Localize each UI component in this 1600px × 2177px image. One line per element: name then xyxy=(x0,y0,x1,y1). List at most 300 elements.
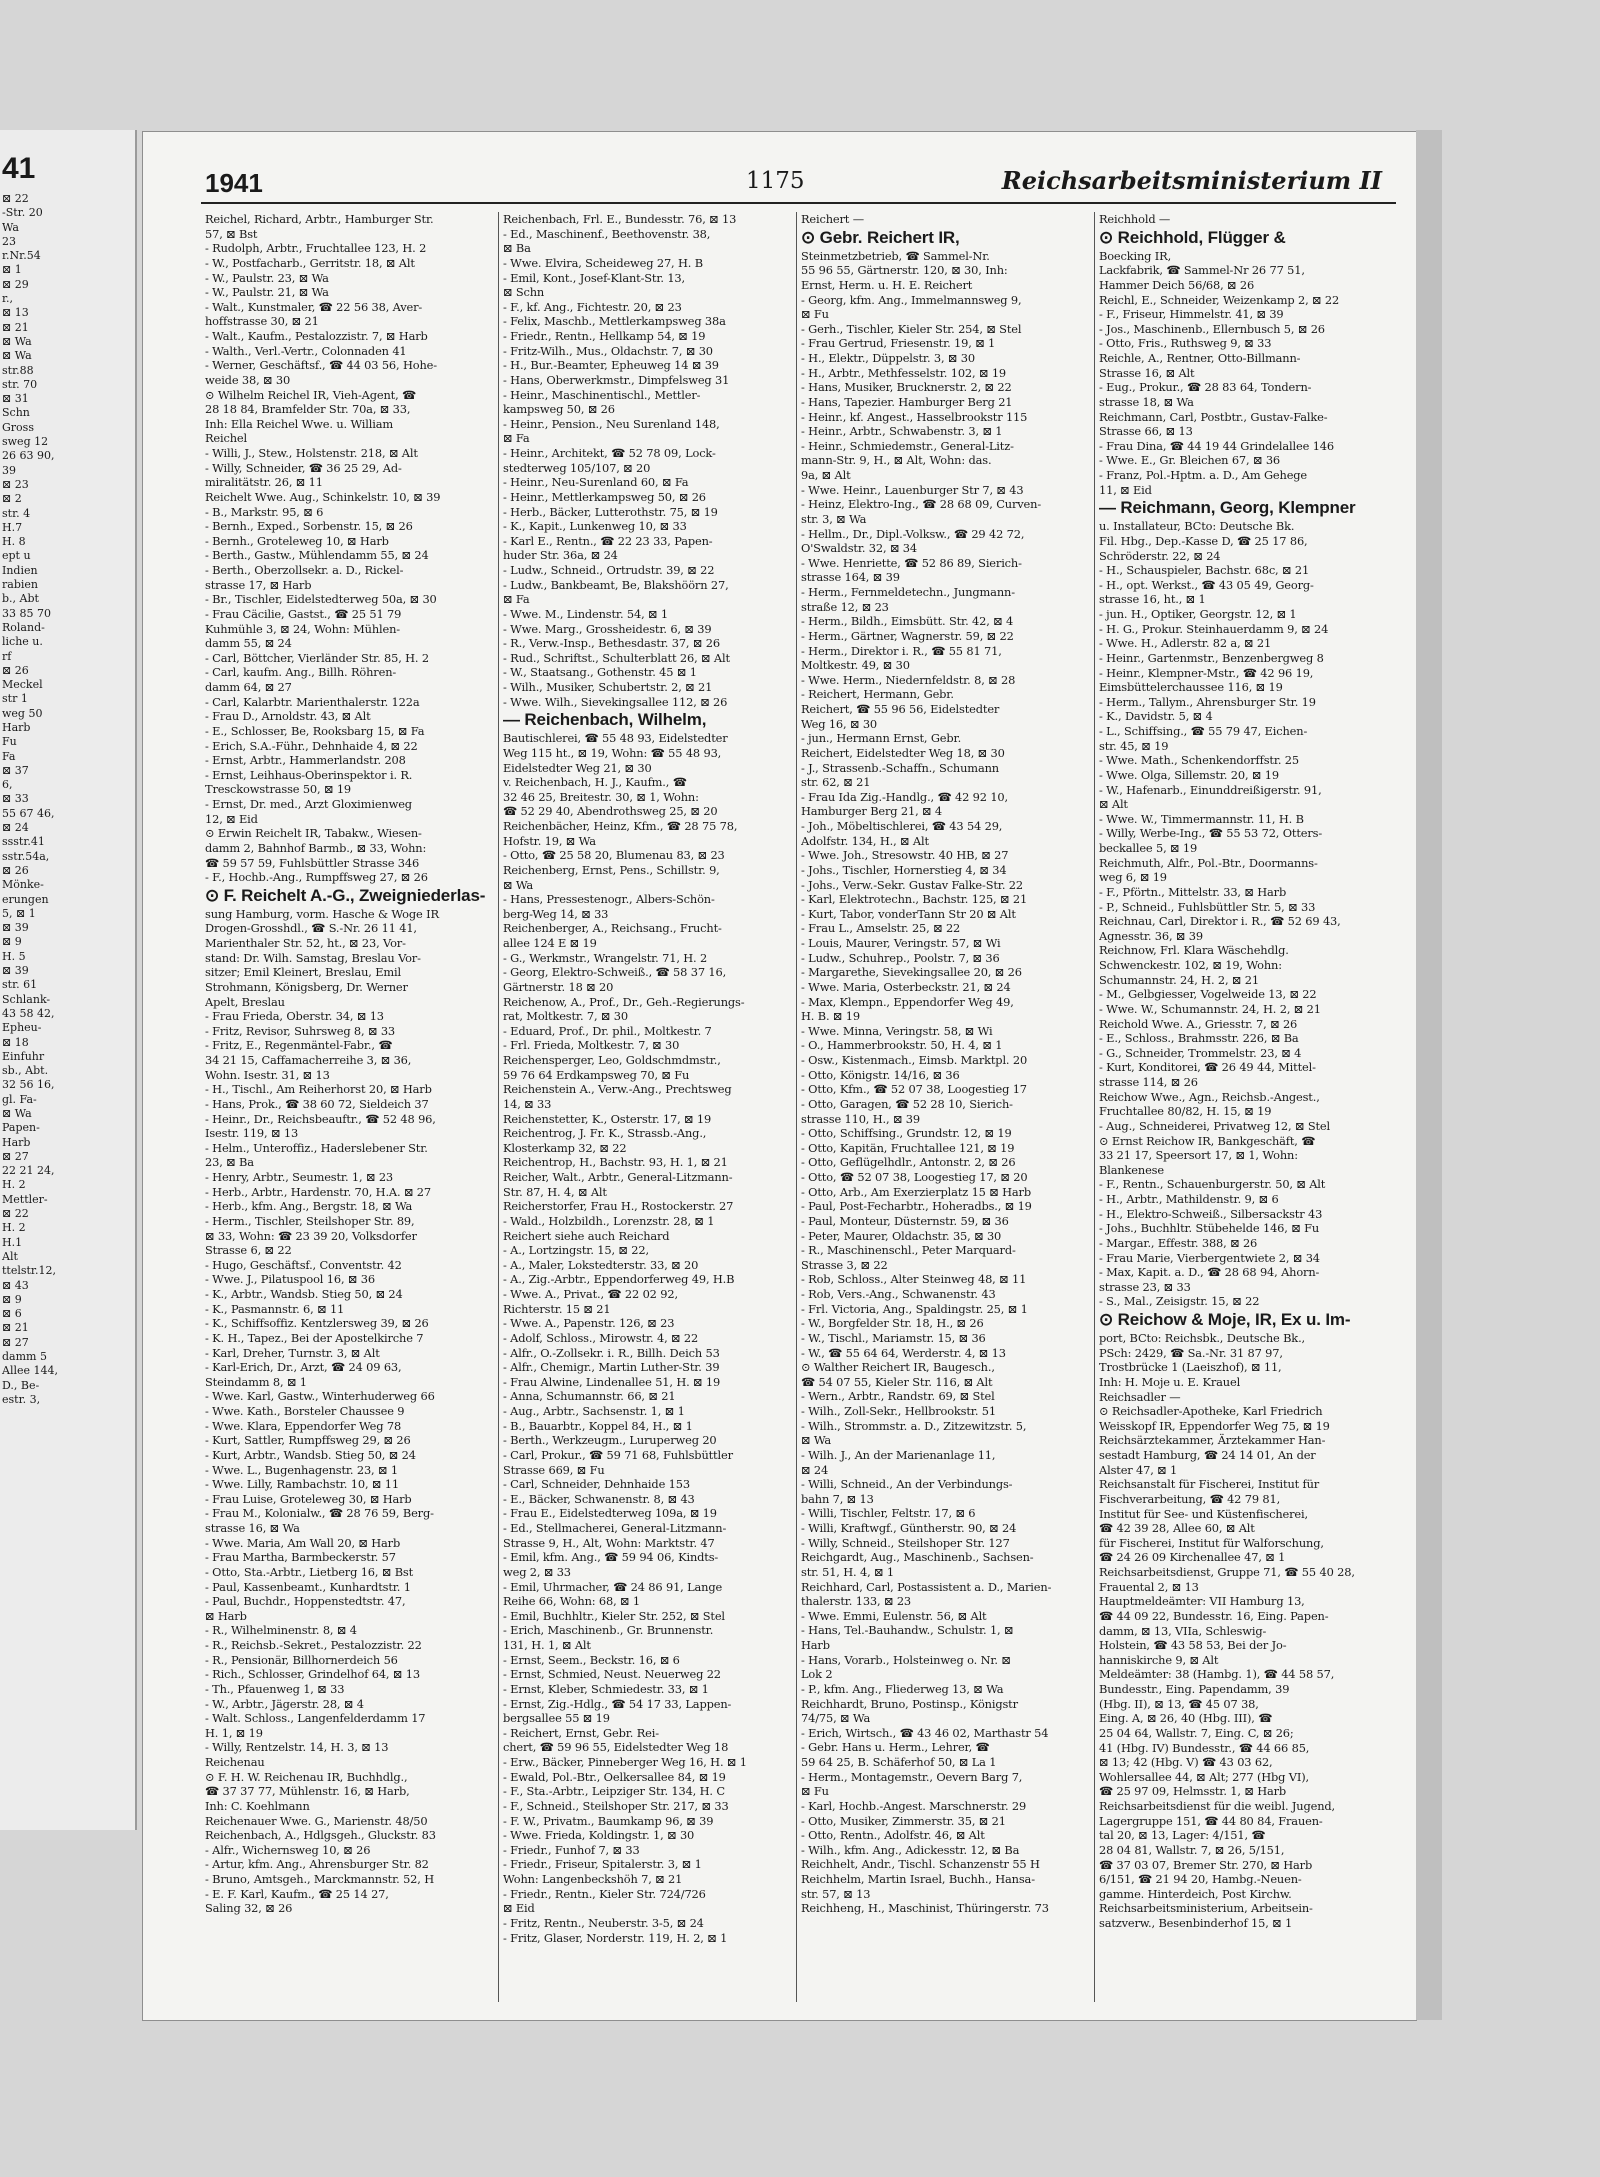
directory-entry-line: u. Installateur, BCto: Deutsche Bk. xyxy=(1099,519,1295,534)
left-page-line: ⊠ Wa xyxy=(2,349,32,363)
directory-entry-line: Tresckowstrasse 50, ⊠ 19 xyxy=(205,782,352,797)
directory-entry-line: - F., Schneid., Steilshoper Str. 217, ⊠ 33 xyxy=(503,1798,729,1813)
directory-entry-line: ⊠ Wa xyxy=(503,877,534,892)
directory-entry-line: - H. G., Prokur. Steinhauerdamm 9, ⊠ 24 xyxy=(1099,621,1329,636)
directory-entry-line: Reichgardt, Aug., Maschinenb., Sachsen- xyxy=(801,1550,1034,1565)
directory-entry-line: - Ernst, Kleber, Schmiedestr. 33, ⊠ 1 xyxy=(503,1681,709,1696)
directory-entry-line: Bautischlerei, ☎ 55 48 93, Eidelstedter xyxy=(503,731,728,746)
directory-entry-line: - Wilh., Musiker, Schubertstr. 2, ⊠ 21 xyxy=(503,680,713,694)
directory-entry-line: - R., Reichsb.-Sekret., Pestalozzistr. 22 xyxy=(205,1638,422,1652)
directory-entry-line: - Berth., Oberzollsekr. a. D., Rickel- xyxy=(205,563,404,577)
left-page-line: ⊠ 21 xyxy=(2,1321,29,1335)
directory-entry-line: Hauptmeldeämter: VII Hamburg 13, xyxy=(1099,1594,1305,1609)
directory-entry-line: - L., Schiffsing., ☎ 55 79 47, Eichen- xyxy=(1099,724,1308,738)
directory-entry-line: - Kurt, Sattler, Rumpffsweg 29, ⊠ 26 xyxy=(205,1433,411,1448)
directory-entry-line: v. Reichenbach, H. J., Kaufm., ☎ xyxy=(503,775,687,790)
directory-entry-line: - Johs., Buchhltr. Stübehelde 146, ⊠ Fu xyxy=(1099,1221,1320,1236)
left-page-line: Einfuhr xyxy=(2,1049,45,1063)
directory-entry-line: Reichenberger, A., Reichsang., Frucht- xyxy=(503,921,722,936)
left-page-line: H. 2 xyxy=(2,1221,26,1235)
directory-entry-line: - Reichert, Hermann, Gebr. xyxy=(801,687,954,702)
directory-entry-line: Reichle, A., Rentner, Otto-Billmann- xyxy=(1099,351,1301,365)
directory-entry-line: 32 46 25, Breitestr. 30, ⊠ 1, Wohn: xyxy=(503,789,699,804)
directory-entry-line: - Willi, J., Stew., Holstenstr. 218, ⊠ Alt xyxy=(205,446,418,460)
directory-entry-line: - Joh., Möbeltischlerei, ☎ 43 54 29, xyxy=(801,819,1003,833)
directory-entry-line: Trostbrücke 1 (Laeiszhof), ⊠ 11, xyxy=(1099,1360,1282,1375)
directory-entry-line: tal 20, ⊠ 13, Lager: 4/151, ☎ xyxy=(1099,1828,1266,1843)
directory-entry-line: Reichenstetter, K., Osterstr. 17, ⊠ 19 xyxy=(503,1111,712,1126)
directory-entry-line: 28 18 84, Bramfelder Str. 70a, ⊠ 33, xyxy=(205,402,411,417)
directory-entry-line: - Otto, ☎ 52 07 38, Loogestieg 17, ⊠ 20 xyxy=(801,1170,1028,1184)
directory-entry-line: - Herm., Tallym., Ahrensburger Str. 19 xyxy=(1099,694,1316,709)
left-page-line: 23 xyxy=(2,234,16,248)
directory-entry-line: - Otto, Kapitän, Fruchtallee 121, ⊠ 19 xyxy=(801,1140,1015,1155)
left-page-line: ⊠ 31 xyxy=(2,392,29,406)
directory-entry-line: ⊙ Reichow & Moje, IR, Ex u. Im- xyxy=(1099,1310,1351,1329)
directory-entry-line: Hamburger Berg 21, ⊠ 4 xyxy=(801,804,943,819)
directory-entry-line: 11, ⊠ Eid xyxy=(1099,482,1152,497)
directory-entry-line: Reichsanstalt für Fischerei, Institut für xyxy=(1099,1477,1320,1492)
directory-entry-line: Kuhmühle 3, ⊠ 24, Wohn: Mühlen- xyxy=(205,621,400,636)
directory-entry-line: - Wilh. J., An der Marienanlage 11, xyxy=(801,1447,996,1462)
left-page-line: rabien xyxy=(2,578,38,592)
directory-entry-line: - jun., Hermann Ernst, Gebr. xyxy=(801,731,962,746)
directory-entry-line: - Ewald, Pol.-Btr., Oelkersallee 84, ⊠ 19 xyxy=(503,1769,726,1784)
directory-entry-line: Frauental 2, ⊠ 13 xyxy=(1099,1579,1199,1594)
left-page-line: r., xyxy=(2,292,14,306)
directory-entry-line: - Wwe. W., Schumannstr. 24, H. 2, ⊠ 21 xyxy=(1099,1001,1321,1016)
directory-entry-line: Str. 87, H. 4, ⊠ Alt xyxy=(503,1184,607,1199)
directory-entry-line: - Carl, Kalarbtr. Marienthalerstr. 122a xyxy=(205,694,420,709)
directory-entry-line: ⊠ Alt xyxy=(1099,797,1128,812)
directory-entry-line: - Otto, Rentn., Adolfstr. 46, ⊠ Alt xyxy=(801,1828,985,1843)
directory-entry-line: - Hellm., Dr., Dipl.-Volksw., ☎ 29 42 72, xyxy=(801,526,1025,541)
directory-entry-line: Strasse 16, ⊠ Alt xyxy=(1099,365,1195,380)
left-page-line: 6, xyxy=(2,778,13,792)
directory-entry-line: - Karl, Dreher, Turnstr. 3, ⊠ Alt xyxy=(205,1345,380,1360)
directory-entry-line: damm 2, Bahnhof Barmb., ⊠ 33, Wohn: xyxy=(205,840,427,855)
directory-entry-line: berg-Weg 14, ⊠ 33 xyxy=(503,906,609,921)
directory-entry-line: - Wwe. Olga, Sillemstr. 20, ⊠ 19 xyxy=(1099,767,1279,782)
left-page-line: ⊠ 26 xyxy=(2,863,29,877)
directory-entry-line: Fil. Hbg., Dep.-Kasse D, ☎ 25 17 86, xyxy=(1099,533,1308,548)
directory-entry-line: strasse 18, ⊠ Wa xyxy=(1099,394,1194,409)
directory-entry-line: Steinmetzbetrieb, ☎ Sammel-Nr. xyxy=(801,248,990,263)
directory-entry-line: - Otto, Garagen, ☎ 52 28 10, Sierich- xyxy=(801,1096,1013,1111)
directory-entry-line: - Carl, kaufm. Ang., Billh. Röhren- xyxy=(205,665,397,680)
directory-entry-line: weg 2, ⊠ 33 xyxy=(503,1564,571,1579)
directory-entry-line: - Frau Alwine, Lindenallee 51, H. ⊠ 19 xyxy=(503,1374,721,1389)
directory-entry-line: - Otto, Königstr. 14/16, ⊠ 36 xyxy=(801,1067,960,1082)
directory-entry-line: - G., Werkmstr., Wrangelstr. 71, H. 2 xyxy=(503,950,708,965)
directory-entry-line: - Wwe. L., Bugenhagenstr. 23, ⊠ 1 xyxy=(205,1462,398,1477)
directory-entry-line: für Fischerei, Institut für Walforschung, xyxy=(1099,1535,1324,1550)
directory-entry-line: Reichensperger, Leo, Goldschmdmstr., xyxy=(503,1053,721,1067)
left-page-line: Papen- xyxy=(2,1121,40,1135)
directory-entry-line: sitzer; Emil Kleinert, Breslau, Emil xyxy=(205,965,402,980)
directory-entry-line: Weisskopf IR, Eppendorfer Weg 75, ⊠ 19 xyxy=(1099,1418,1330,1433)
left-page-line: sweg 12 xyxy=(2,435,49,449)
directory-entry-line: - B., Markstr. 95, ⊠ 6 xyxy=(205,504,324,519)
directory-entry-line: Blankenese xyxy=(1099,1162,1164,1177)
left-page-line: Alt xyxy=(2,1249,18,1263)
directory-entry-line: - F., Sta.-Arbtr., Leipziger Str. 134, H. C xyxy=(503,1784,725,1799)
directory-entry-line: - Aug., Schneiderei, Privatweg 12, ⊠ Stel xyxy=(1099,1118,1331,1133)
directory-entry-line: Richterstr. 15 ⊠ 21 xyxy=(503,1301,611,1316)
directory-entry-line: Reichhelm, Martin Israel, Buchh., Hansa- xyxy=(801,1872,1035,1886)
left-page-line: Mettler- xyxy=(2,1192,48,1206)
directory-entry-line: - Otto, Schiffsing., Grundstr. 12, ⊠ 19 xyxy=(801,1126,1012,1141)
left-page-line: H. 8 xyxy=(2,535,26,549)
directory-entry-line: - F., Pförtn., Mittelstr. 33, ⊠ Harb xyxy=(1099,884,1287,899)
directory-entry-line: - Fritz, Rentn., Neuberstr. 3-5, ⊠ 24 xyxy=(503,1915,704,1930)
directory-entry-line: Reichmuth, Alfr., Pol.-Btr., Doormanns- xyxy=(1099,855,1318,870)
directory-entry-line: - Wwe. Frieda, Koldingstr. 1, ⊠ 30 xyxy=(503,1828,695,1843)
page-number: 1175 xyxy=(746,168,805,194)
directory-entry-line: - Ludw., Schuhrep., Poolstr. 7, ⊠ 36 xyxy=(801,950,1000,965)
directory-entry-line: - Otto, Fris., Ruthsweg 9, ⊠ 33 xyxy=(1099,336,1272,351)
directory-entry-line: - Jos., Maschinenb., Ellernbusch 5, ⊠ 26 xyxy=(1099,321,1325,336)
left-page-header: 41 xyxy=(2,152,36,185)
directory-entry-line: - Willy, Werbe-Ing., ☎ 55 53 72, Otters- xyxy=(1099,826,1323,841)
left-page-line: gl. Fa- xyxy=(2,1092,37,1106)
left-page-line: ⊠ Wa xyxy=(2,1107,32,1120)
directory-entry-line: - K., Schiffsoffiz. Kentzlersweg 39, ⊠ 26 xyxy=(205,1316,429,1331)
directory-entry-line: - Max, Kapit. a. D., ☎ 28 68 94, Ahorn- xyxy=(1099,1265,1320,1280)
directory-entry-line: - Friedr., Rentn., Kieler Str. 724/726 xyxy=(503,1886,706,1901)
directory-entry-line: Weg 16, ⊠ 30 xyxy=(801,716,878,731)
directory-entry-line: stedterweg 105/107, ⊠ 20 xyxy=(503,460,651,475)
directory-entry-line: port, BCto: Reichsbk., Deutsche Bk., xyxy=(1099,1331,1306,1345)
directory-entry-line: damm, ⊠ 13, VIIa, Schleswig- xyxy=(1099,1623,1267,1638)
directory-entry-line: stand: Dr. Wilh. Samstag, Breslau Vor- xyxy=(205,950,421,965)
left-page-line: H.7 xyxy=(2,520,23,534)
directory-entry-line: - Friedr., Friseur, Spitalerstr. 3, ⊠ 1 xyxy=(503,1857,702,1872)
directory-entry-line: beckallee 5, ⊠ 19 xyxy=(1099,841,1198,855)
directory-entry-line: bergsallee 55 ⊠ 19 xyxy=(503,1711,610,1726)
directory-entry-line: Lagergruppe 151, ☎ 44 80 84, Frauen- xyxy=(1099,1813,1323,1828)
directory-entry-line: Schröderstr. 22, ⊠ 24 xyxy=(1099,548,1221,563)
directory-entry-line: - Rob, Schloss., Alter Steinweg 48, ⊠ 11 xyxy=(801,1272,1027,1287)
directory-entry-line: Reichenbächer, Heinz, Kfm., ☎ 28 75 78, xyxy=(503,819,738,833)
directory-entry-line: chert, ☎ 59 96 55, Eidelstedter Weg 18 xyxy=(503,1740,729,1755)
directory-entry-line: - Gebr. Hans u. Herm., Lehrer, ☎ xyxy=(801,1740,990,1755)
directory-entry-line: - Artur, kfm. Ang., Ahrensburger Str. 82 xyxy=(205,1857,429,1872)
directory-entry-line: Reichsarbeitsministerium, Arbeitsein- xyxy=(1099,1901,1313,1916)
directory-entry-line: - Anna, Schumannstr. 66, ⊠ 21 xyxy=(503,1389,676,1404)
directory-entry-line: - J., Strassenb.-Schaffn., Schumann xyxy=(801,760,999,775)
directory-entry-line: 25 04 64, Wallstr. 7, Eing. C, ⊠ 26; xyxy=(1099,1725,1294,1740)
directory-entry-line: - Fritz, Revisor, Suhrsweg 8, ⊠ 33 xyxy=(205,1023,396,1038)
directory-entry-line: - Wwe. M., Lindenstr. 54, ⊠ 1 xyxy=(503,606,669,621)
directory-entry-line: - F., Hochb.-Ang., Rumpffsweg 27, ⊠ 26 xyxy=(205,870,428,885)
directory-entry-line: Fruchtallee 80/82, H. 15, ⊠ 19 xyxy=(1099,1104,1272,1119)
directory-entry-line: H. B. ⊠ 19 xyxy=(801,1009,860,1024)
left-page-line: Harb xyxy=(2,1135,31,1149)
directory-entry-line: - Georg, kfm. Ang., Immelmannsweg 9, xyxy=(801,292,1022,307)
directory-entry-line: Eidelstedter Weg 21, ⊠ 30 xyxy=(503,760,652,775)
left-page-line: -Str. 20 xyxy=(2,206,43,220)
directory-entry-line: - Walth., Verl.-Vertr., Colonnaden 41 xyxy=(205,343,407,358)
directory-entry-line: - Willy, Schneider, ☎ 36 25 29, Ad- xyxy=(205,460,402,475)
directory-entry-line: thalerstr. 133, ⊠ 23 xyxy=(801,1594,912,1609)
directory-entry-line: Hammer Deich 56/68, ⊠ 26 xyxy=(1099,277,1255,292)
directory-entry-line: - Rudolph, Arbtr., Fruchtallee 123, H. 2 xyxy=(205,241,427,256)
directory-entry-line: Reichnow, Frl. Klara Wäschehdlg. xyxy=(1099,943,1289,958)
directory-entry-line: Lackfabrik, ☎ Sammel-Nr 26 77 51, xyxy=(1099,263,1305,278)
left-page-line: Schlank- xyxy=(2,992,51,1006)
directory-entry-line: - Eduard, Prof., Dr. phil., Moltkestr. 7 xyxy=(503,1023,712,1038)
directory-entry-line: - Frau Gertrud, Friesenstr. 19, ⊠ 1 xyxy=(801,336,996,351)
directory-entry-line: Strohmann, Königsberg, Dr. Werner xyxy=(205,979,408,994)
directory-entry-line: Reicher, Walt., Arbtr., General-Litzmann- xyxy=(503,1170,733,1184)
directory-entry-line: - Frau D., Arnoldstr. 43, ⊠ Alt xyxy=(205,709,371,724)
directory-entry-line: miralitätstr. 26, ⊠ 11 xyxy=(205,475,323,490)
directory-entry-line: - Wwe. Maria, Am Wall 20, ⊠ Harb xyxy=(205,1535,401,1550)
directory-entry-line: ☎ 37 03 07, Bremer Str. 270, ⊠ Harb xyxy=(1099,1857,1313,1872)
directory-entry-line: ⊠ 24 xyxy=(801,1462,829,1477)
directory-entry-line: - P., kfm. Ang., Fliederweg 13, ⊠ Wa xyxy=(801,1681,1004,1696)
directory-entry-line: - A., Zig.-Arbtr., Eppendorferweg 49, H.B xyxy=(503,1272,735,1287)
directory-entry-line: H. 1, ⊠ 19 xyxy=(205,1725,263,1740)
directory-entry-line: - Margarethe, Sievekingsallee 20, ⊠ 26 xyxy=(801,965,1022,980)
directory-entry-line: ⊠ Wa xyxy=(801,1433,832,1448)
left-page-line: 5, ⊠ 1 xyxy=(2,906,36,920)
directory-entry-line: Harb xyxy=(801,1638,830,1652)
directory-entry-line: Strasse 3, ⊠ 22 xyxy=(801,1257,888,1272)
left-page-line: Fu xyxy=(2,735,17,749)
left-page-line: Indien xyxy=(2,563,38,577)
directory-entry-line: 55 96 55, Gärtnerstr. 120, ⊠ 30, Inh: xyxy=(801,263,1008,278)
directory-entry-line: - K., Pasmannstr. 6, ⊠ 11 xyxy=(205,1301,345,1316)
directory-entry-line: - Heinr., Pension., Neu Surenland 148, xyxy=(503,416,720,431)
directory-entry-line: ☎ 25 97 09, Helmsstr. 1, ⊠ Harb xyxy=(1099,1784,1287,1799)
directory-entry-line: - F. W., Privatm., Baumkamp 96, ⊠ 39 xyxy=(503,1813,714,1828)
directory-entry-line: - Rich., Schlosser, Grindelhof 64, ⊠ 13 xyxy=(205,1667,420,1682)
directory-entry-line: - Br., Tischler, Eidelstedterweg 50a, ⊠ 30 xyxy=(205,592,437,607)
directory-entry-line: - Louis, Maurer, Veringstr. 57, ⊠ Wi xyxy=(801,936,1001,950)
left-page-line: str 1 xyxy=(2,692,28,706)
directory-entry-line: - Frau Luise, Groteleweg 30, ⊠ Harb xyxy=(205,1491,412,1506)
directory-entry-line: - Heinr., Architekt, ☎ 52 78 09, Lock- xyxy=(503,446,716,460)
directory-entry-line: O'Swaldstr. 32, ⊠ 34 xyxy=(801,541,918,556)
left-page-line: sb., Abt. xyxy=(2,1064,49,1078)
left-page-line: ⊠ 24 xyxy=(2,821,29,835)
left-page-line: 26 63 90, xyxy=(2,449,55,463)
directory-entry-line: - Margar., Effestr. 388, ⊠ 26 xyxy=(1099,1235,1258,1250)
directory-entry-line: - Ernst, Dr. med., Arzt Gloximienweg xyxy=(205,797,412,811)
directory-entry-line: - Kurt, Arbtr., Wandsb. Stieg 50, ⊠ 24 xyxy=(205,1447,416,1462)
directory-entry-line: - K. H., Tapez., Bei der Apostelkirche 7 xyxy=(205,1330,424,1345)
directory-entry-line: - Wwe. Karl, Gastw., Winterhuderweg 66 xyxy=(205,1389,435,1404)
directory-entry-line: - Wwe. Heinr., Lauenburger Str 7, ⊠ 43 xyxy=(801,482,1024,497)
directory-entry-line: - Wilh., kfm. Ang., Adickesstr. 12, ⊠ Ba xyxy=(801,1842,1020,1857)
directory-entry-line: - Wwe. Elvira, Scheideweg 27, H. B xyxy=(503,255,703,270)
page-header xyxy=(201,162,1396,204)
directory-entry-line: Lok 2 xyxy=(801,1667,833,1682)
left-page-line: ⊠ 43 xyxy=(2,1278,29,1292)
directory-entry-line: ⊙ Reichhold, Flügger & xyxy=(1099,227,1286,247)
directory-entry-line: Bundesstr., Eing. Papendamm, 39 xyxy=(1099,1682,1290,1696)
directory-entry-line: - Frl. Frieda, Moltkestr. 7, ⊠ 30 xyxy=(503,1038,680,1053)
directory-entry-line: Reichow Wwe., Agn., Reichsb.-Angest., xyxy=(1099,1089,1320,1104)
directory-entry-line: - Wwe. Henriette, ☎ 52 86 89, Sierich- xyxy=(801,555,1022,570)
directory-entry-line: ⊙ F. Reichelt A.-G., Zweigniederlas- xyxy=(205,885,486,905)
left-page-line: 33 85 70 xyxy=(2,606,51,620)
directory-entry-line: Agnesstr. 36, ⊠ 39 xyxy=(1099,928,1203,943)
directory-entry-line: ⊠ 13; 42 (Hbg. V) ☎ 43 03 62, xyxy=(1099,1755,1273,1770)
directory-entry-line: - B., Bauarbtr., Koppel 84, H., ⊠ 1 xyxy=(503,1418,693,1433)
directory-entry-line: Adolfstr. 134, H., ⊠ Alt xyxy=(801,833,929,848)
directory-entry-line: Reichhardt, Bruno, Postinsp., Königstr xyxy=(801,1696,1018,1711)
directory-entry-line: str. 62, ⊠ 21 xyxy=(801,775,871,790)
directory-entry-line: - Wwe. E., Gr. Bleichen 67, ⊠ 36 xyxy=(1099,453,1281,468)
directory-entry-line: Wohn: Langenbeckshöh 7, ⊠ 21 xyxy=(503,1872,683,1886)
left-page-line: erungen xyxy=(2,892,49,906)
column-1 xyxy=(201,212,499,2002)
directory-entry-line: ☎ 37 37 77, Mühlenstr. 16, ⊠ Harb, xyxy=(205,1784,410,1799)
left-page-line: liche u. xyxy=(2,635,43,649)
directory-entry-line: - Heinr., Gartenmstr., Benzenbergweg 8 xyxy=(1099,650,1324,665)
directory-entry-line: - K., Kapit., Lunkenweg 10, ⊠ 33 xyxy=(503,519,687,534)
directory-entry-line: - Frau Cäcilie, Gastst., ☎ 25 51 79 xyxy=(205,606,402,621)
directory-entry-line: Inh: H. Moje u. E. Krauel xyxy=(1099,1374,1241,1389)
directory-entry-line: 28 04 81, Wallstr. 7, ⊠ 26, 5/151, xyxy=(1099,1842,1285,1857)
directory-entry-line: sestadt Hamburg, ☎ 24 14 01, An der xyxy=(1099,1448,1316,1462)
directory-entry-line: - Rob, Vers.-Ang., Schwanenstr. 43 xyxy=(801,1287,996,1301)
directory-entry-line: - Wwe. A., Privat., ☎ 22 02 92, xyxy=(503,1287,678,1301)
directory-entry-line: - Heinr., Arbtr., Schwabenstr. 3, ⊠ 1 xyxy=(801,424,1003,439)
directory-entry-line: - Heinr., Schmiedemstr., General-Litz- xyxy=(801,438,1014,453)
directory-entry-line: - Hans, Vorarb., Holsteinweg o. Nr. ⊠ xyxy=(801,1652,1011,1667)
directory-entry-line: Reichert, ☎ 55 96 56, Eidelstedter xyxy=(801,702,1000,716)
directory-entry-line: - Bruno, Amtsgeh., Marckmannstr. 52, H xyxy=(205,1872,435,1886)
directory-entry-line: - Heinr., kf. Angest., Hasselbrookstr 115 xyxy=(801,409,1028,424)
directory-entry-line: strasse 17, ⊠ Harb xyxy=(205,577,312,592)
directory-entry-line: - H., Elektr., Düppelstr. 3, ⊠ 30 xyxy=(801,351,975,365)
directory-entry-line: str. 51, H. 4, ⊠ 1 xyxy=(801,1564,894,1579)
directory-entry-line: str. 45, ⊠ 19 xyxy=(1099,738,1169,753)
directory-entry-line: Steindamm 8, ⊠ 1 xyxy=(205,1374,307,1389)
directory-entry-line: Ernst, Herm. u. H. E. Reichert xyxy=(801,277,973,292)
directory-entry-line: ⊙ Walther Reichert IR, Baugesch., xyxy=(801,1360,995,1375)
directory-entry-line: Reichenbach, Frl. E., Bundesstr. 76, ⊠ 13 xyxy=(503,212,737,226)
left-page-line: 39 xyxy=(2,463,16,477)
left-page-line: 22 21 24, xyxy=(2,1164,55,1178)
directory-entry-line: - Hans, Tapezier. Hamburger Berg 21 xyxy=(801,394,1013,409)
directory-entry-line: - Wern., Arbtr., Randstr. 69, ⊠ Stel xyxy=(801,1389,995,1404)
directory-entry-line: - R., Pensionär, Billhornerdeich 56 xyxy=(205,1652,398,1667)
directory-entry-line: strasse 23, ⊠ 33 xyxy=(1099,1279,1191,1294)
directory-entry-line: - Otto, Geflügelhdlr., Antonstr. 2, ⊠ 26 xyxy=(801,1155,1016,1170)
directory-entry-line: ⊠ Fa xyxy=(503,592,530,607)
directory-entry-line: - Bernh., Groteleweg 10, ⊠ Harb xyxy=(205,533,389,548)
directory-entry-line: - Wald., Holzbildh., Lorenzstr. 28, ⊠ 1 xyxy=(503,1213,715,1228)
directory-entry-line: ⊙ Wilhelm Reichel IR, Vieh-Agent, ☎ xyxy=(205,387,417,402)
directory-entry-line: - Willy, Schneid., Steilshoper Str. 127 xyxy=(801,1535,1010,1550)
directory-entry-line: Reichenberg, Ernst, Pens., Schillstr. 9, xyxy=(503,862,720,877)
directory-entry-line: - O., Hammerbrookstr. 50, H. 4, ⊠ 1 xyxy=(801,1038,1003,1053)
directory-entry-line: - H., Arbtr., Methfesselstr. 102, ⊠ 19 xyxy=(801,365,1007,380)
directory-entry-line: - Felix, Maschb., Mettlerkampsweg 38a xyxy=(503,314,726,329)
left-page-line: Wa xyxy=(2,220,19,234)
left-page-line: ept u xyxy=(2,549,31,563)
directory-entry-line: bahn 7, ⊠ 13 xyxy=(801,1491,874,1506)
directory-entry-line: - Ernst, Schmied, Neust. Neuerweg 22 xyxy=(503,1667,721,1682)
directory-entry-line: - Herb., kfm. Ang., Bergstr. 18, ⊠ Wa xyxy=(205,1199,413,1214)
directory-entry-line: - Wwe. Marg., Grossheidestr. 6, ⊠ 39 xyxy=(503,621,712,636)
directory-entry-line: - Frau Ida Zig.-Handlg., ☎ 42 92 10, xyxy=(801,789,1008,804)
left-page-line: H.1 xyxy=(2,1235,23,1249)
left-page-line: ⊠ 39 xyxy=(2,964,29,978)
left-page-line: Roland- xyxy=(2,620,45,634)
directory-entry-line: Marienthaler Str. 52, ht., ⊠ 23, Vor- xyxy=(205,936,406,950)
left-page-line: ⊠ 18 xyxy=(2,1035,29,1049)
directory-entry-line: Reichhold — xyxy=(1099,212,1171,226)
directory-entry-line: str. 57, ⊠ 13 xyxy=(801,1886,871,1901)
directory-entry-line: - Ludw., Bankbeamt, Be, Blakshöörn 27, xyxy=(503,577,729,592)
directory-entry-line: - Willi, Tischler, Feltstr. 17, ⊠ 6 xyxy=(801,1506,976,1521)
directory-entry-line: - Alfr., Chemigr., Martin Luther-Str. 39 xyxy=(503,1360,720,1375)
directory-entry-line: - H., Schauspieler, Bachstr. 68c, ⊠ 21 xyxy=(1099,563,1310,578)
directory-entry-line: - Ernst, Seem., Beckstr. 16, ⊠ 6 xyxy=(503,1652,680,1667)
directory-entry-line: - Osw., Kistenmach., Eimsb. Marktpl. 20 xyxy=(801,1053,1028,1067)
directory-entry-line: - E., Schlosser, Be, Rooksbarg 15, ⊠ Fa xyxy=(205,723,425,738)
directory-entry-line: mann-Str. 9, H., ⊠ Alt, Wohn: das. xyxy=(801,453,992,468)
directory-entry-line: ⊙ Gebr. Reichert IR, xyxy=(801,227,960,247)
directory-entry-line: ⊙ Erwin Reichelt IR, Tabakw., Wiesen- xyxy=(205,826,422,841)
directory-entry-line: - Hugo, Geschäftsf., Conventstr. 42 xyxy=(205,1257,402,1272)
left-page-line: 43 58 42, xyxy=(2,1006,55,1020)
directory-entry-line: - Johs., Tischler, Hornerstieg 4, ⊠ 34 xyxy=(801,862,1007,877)
directory-entry-line: Reichentrop, H., Bachstr. 93, H. 1, ⊠ 21 xyxy=(503,1155,728,1170)
left-page-line: str.88 xyxy=(2,363,34,377)
directory-entry-line: Reichsadler — xyxy=(1099,1389,1181,1404)
directory-entry-line: ⊠ Ba xyxy=(503,241,531,256)
directory-entry-line: - Paul, Post-Fecharbtr., Hoheradbs., ⊠ 19 xyxy=(801,1199,1032,1214)
directory-entry-line: Reichenauer Wwe. G., Marienstr. 48/50 xyxy=(205,1813,428,1828)
directory-entry-line: Reichmann, Carl, Postbtr., Gustav-Falke- xyxy=(1099,409,1328,424)
directory-entry-line: - Erw., Bäcker, Pinneberger Weg 16, H. ⊠ 1 xyxy=(503,1755,747,1769)
directory-entry-line: - Hans, Oberwerkmstr., Dimpfelsweg 31 xyxy=(503,372,730,387)
directory-entry-line: - Emil, Uhrmacher, ☎ 24 86 91, Lange xyxy=(503,1579,723,1594)
directory-entry-line: - H., Arbtr., Mathildenstr. 9, ⊠ 6 xyxy=(1099,1192,1279,1206)
directory-entry-line: — Reichmann, Georg, Klempner xyxy=(1099,498,1356,518)
directory-entry-line: 9a, ⊠ Alt xyxy=(801,468,851,482)
directory-entry-line: Fischverarbeitung, ☎ 42 79 81, xyxy=(1099,1491,1281,1506)
directory-entry-line: - Wwe. J., Pilatuspool 16, ⊠ 36 xyxy=(205,1272,375,1287)
directory-entry-line: - Wwe. Wilh., Sievekingsallee 112, ⊠ 26 xyxy=(503,694,728,709)
directory-entry-line: Holstein, ☎ 43 58 53, Bei der Jo- xyxy=(1099,1638,1287,1653)
directory-entry-line: - Frau Martha, Barmbeckerstr. 57 xyxy=(205,1550,396,1565)
directory-entry-line: Reichsarbeitsdienst für die weibl. Jugend, xyxy=(1099,1799,1336,1813)
directory-entry-line: - Wwe. Emmi, Eulenstr. 56, ⊠ Alt xyxy=(801,1608,987,1623)
directory-entry-line: Reichenstein A., Verw.-Ang., Prechtsweg xyxy=(503,1082,732,1097)
directory-entry-line: Reichsarbeitsdienst, Gruppe 71, ☎ 55 40 28, xyxy=(1099,1565,1355,1579)
directory-entry-line: 33 21 17, Speersort 17, ⊠ 1, Wohn: xyxy=(1099,1148,1298,1163)
left-page-line: ⊠ 29 xyxy=(2,277,29,291)
directory-entry-line: - Carl, Prokur., ☎ 59 71 68, Fuhlsbüttler xyxy=(503,1447,733,1462)
running-title: Reichsarbeitsministerium II xyxy=(1001,166,1382,195)
left-page-line: H. 5 xyxy=(2,949,26,963)
directory-entry-line: - Karl-Erich, Dr., Arzt, ☎ 24 09 63, xyxy=(205,1360,402,1375)
directory-entry-line: 41 (Hbg. IV) Bundesstr., ☎ 44 66 85, xyxy=(1099,1740,1310,1755)
directory-entry-line: ⊙ F. H. W. Reichenau IR, Buchhdlg., xyxy=(205,1769,408,1784)
directory-entry-line: - Johs., Verw.-Sekr. Gustav Falke-Str. 22 xyxy=(801,877,1023,892)
directory-entry-line: - Frau Frieda, Oberstr. 34, ⊠ 13 xyxy=(205,1009,384,1024)
directory-entry-line: - W., Arbtr., Jägerstr. 28, ⊠ 4 xyxy=(205,1696,364,1711)
directory-entry-line: - Wwe. Maria, Osterbeckstr. 21, ⊠ 24 xyxy=(801,979,1011,994)
